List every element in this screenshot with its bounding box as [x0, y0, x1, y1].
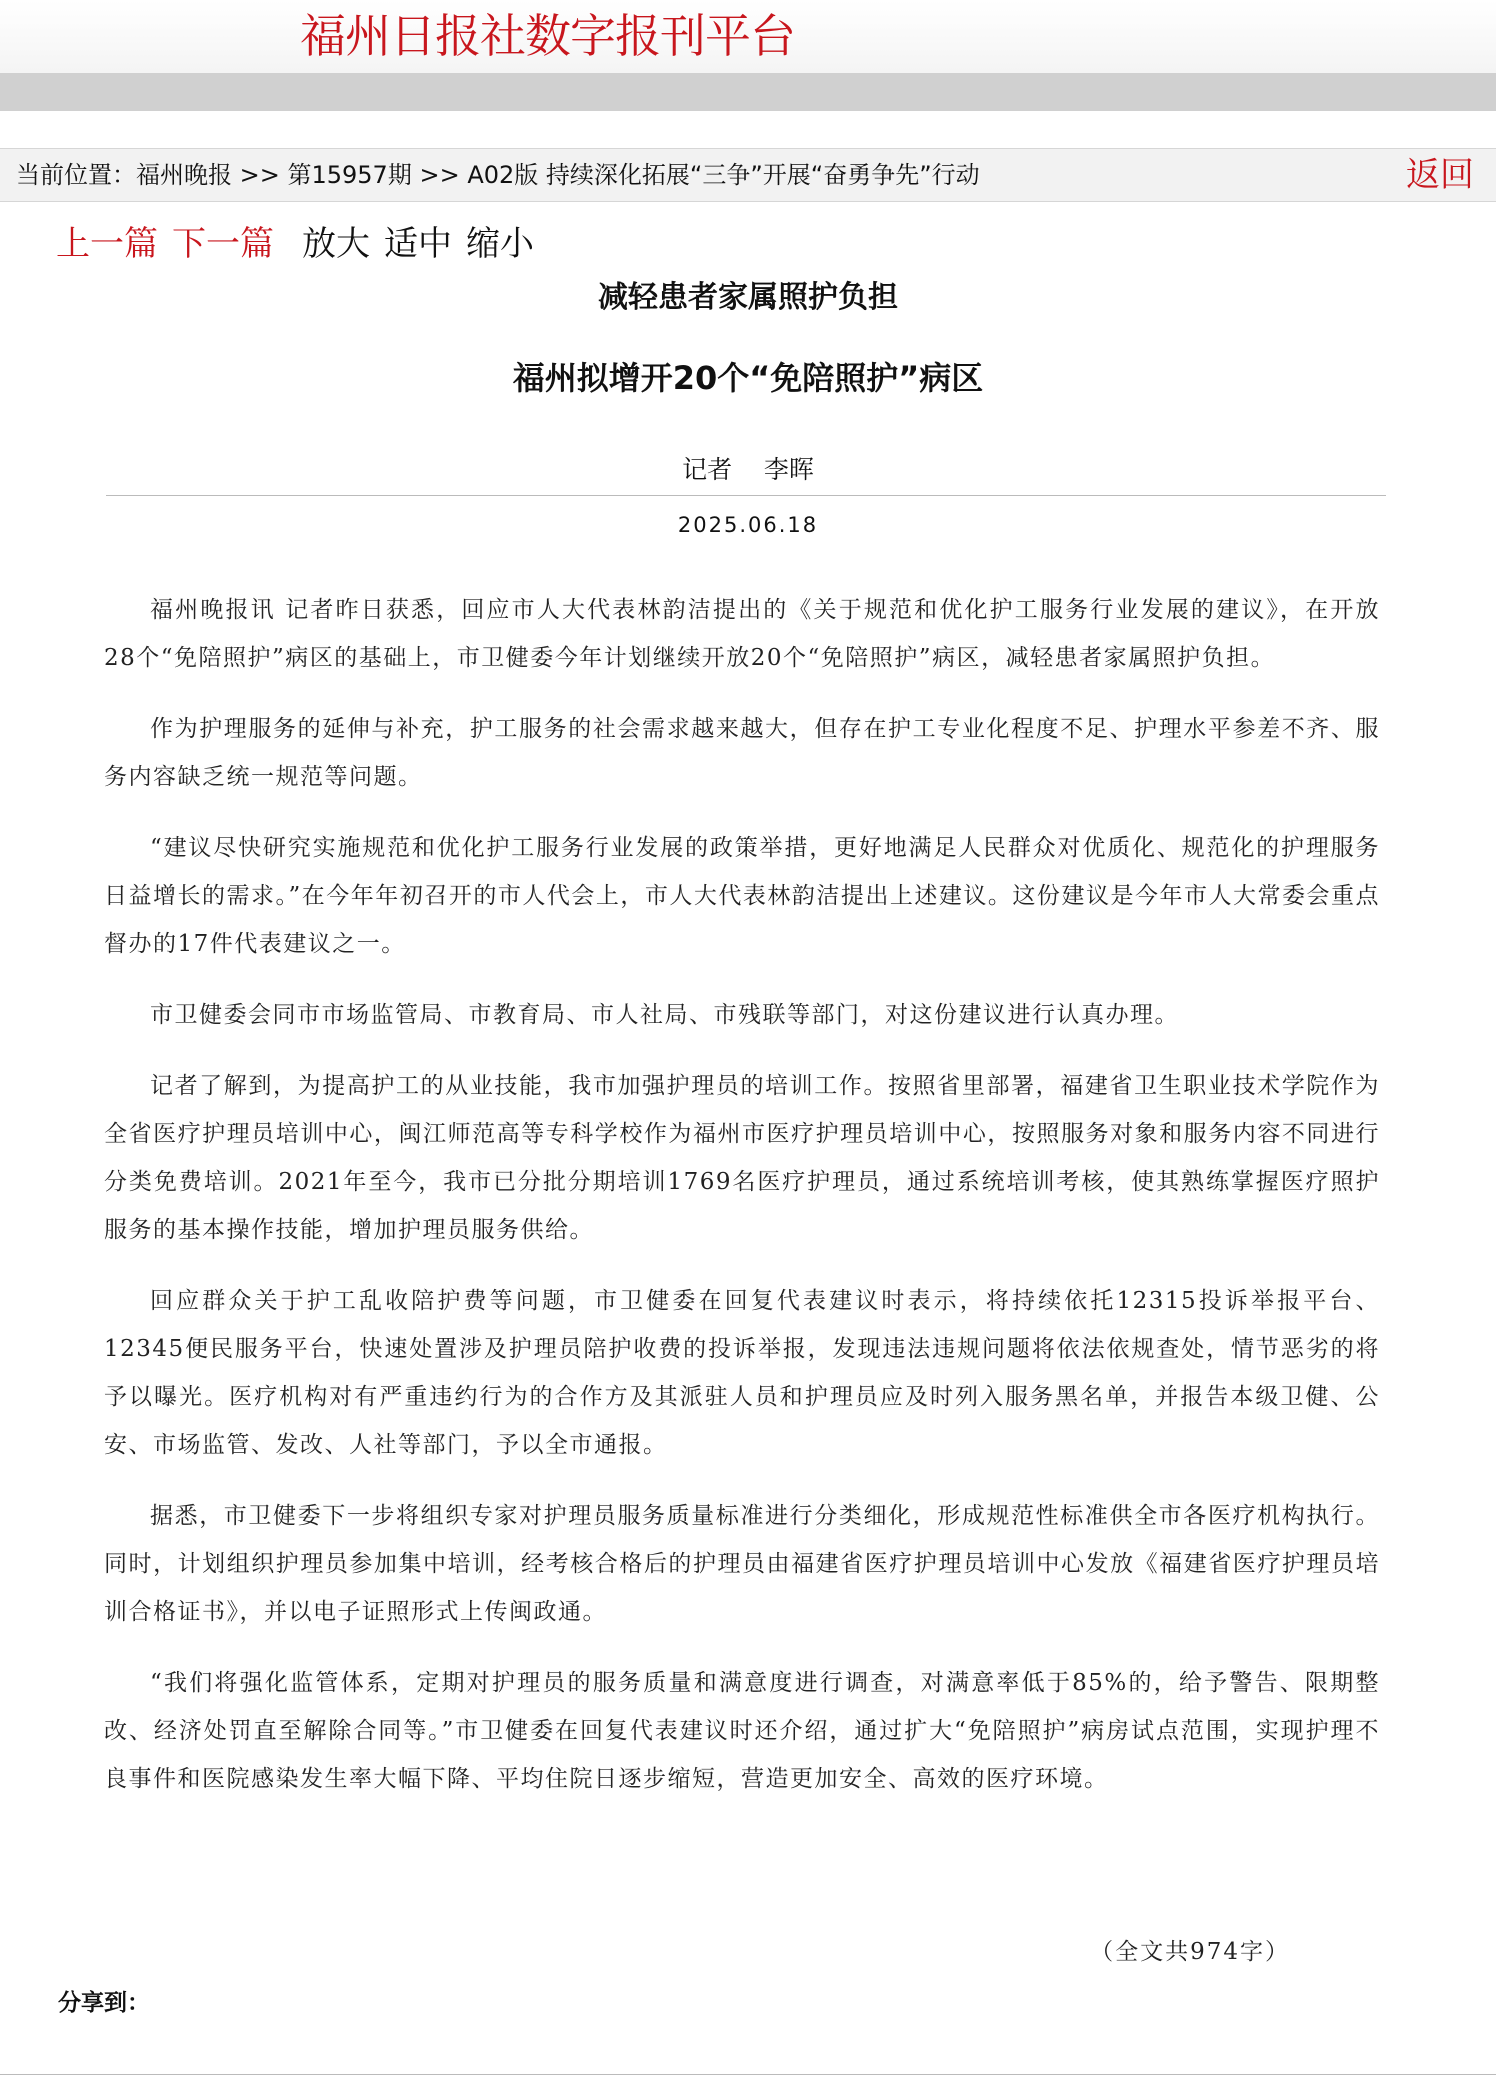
article-paragraph: 回应群众关于护工乱收陪护费等问题，市卫健委在回复代表建议时表示，将持续依托12315投诉举报平台、12345便民服务平台，快速处置涉及护理员陪护收费的投诉举报，发现违法违规问题将依法依规查处，情节恶劣的将予以曝光。医疗机构对有严重违约行为的合作方及其派驻人员和护理员应及时列入服务黑名单，并报告本级卫健、公安、市场监管、发改、人社等部门，予以全市通报。 — [104, 1288, 1380, 1458]
footer-divider — [0, 2074, 1496, 2075]
article-body — [104, 586, 1380, 1826]
breadcrumb-page-link[interactable]: A02版 持续深化拓展“三争”开展“奋勇争先”行动 — [467, 161, 980, 189]
share-label: 分享到： — [58, 1990, 150, 2016]
article-title: 福州拟增开20个“免陪照护”病区 — [512, 359, 984, 397]
site-title: 福州日报社数字报刊平台 — [300, 9, 795, 63]
article-toolbar — [56, 218, 548, 270]
article-paragraph: 作为护理服务的延伸与补充，护工服务的社会需求越来越大，但存在护工专业化程度不足、护理水平参差不齐、服务内容缺乏统一规范等问题。 — [104, 716, 1380, 790]
next-article-link[interactable]: 下一篇 — [172, 224, 274, 264]
article-paragraph: “建议尽快研究实施规范和优化护工服务行业发展的政策举措，更好地满足人民群众对优质化、规范化的护理服务日益增长的需求。”在今年年初召开的市人代会上，市人大代表林韵洁提出上述建议。这份建议是今年市人大常委会重点督办的17件代表建议之一。 — [104, 835, 1380, 957]
zoom-in-button[interactable]: 放大 — [302, 224, 370, 264]
breadcrumb-issue-link[interactable]: 第15957期 — [287, 161, 412, 189]
title-divider — [106, 495, 1386, 496]
word-count: （全文共974字） — [1090, 1939, 1290, 1965]
site-header — [0, 0, 1496, 73]
article-author: 记者 李晖 — [682, 455, 814, 484]
article-paragraph: 记者了解到，为提高护工的从业技能，我市加强护理员的培训工作。按照省里部署，福建省卫生职业技术学院作为全省医疗护理员培训中心，闽江师范高等专科学校作为福州市医疗护理员培训中心，按照服务对象和服务内容不同进行分类免费培训。2021年至今，我市已分批分期培训1769名医疗护理员，通过系统培训考核，使其熟练掌握医疗照护服务的基本操作技能，增加护理员服务供给。 — [104, 1073, 1380, 1243]
article-subtitle: 减轻患者家属照护负担 — [598, 280, 898, 315]
article-date: 2025.06.18 — [677, 513, 819, 537]
breadcrumb-label: 当前位置： — [16, 161, 136, 189]
header-band — [0, 73, 1496, 111]
prev-article-link[interactable]: 上一篇 — [56, 224, 158, 264]
back-link[interactable]: 返回 — [1406, 155, 1474, 195]
breadcrumb-paper-link[interactable]: 福州晚报 — [136, 161, 232, 189]
breadcrumb-bar — [0, 148, 1496, 202]
article-paragraph: “我们将强化监管体系，定期对护理员的服务质量和满意度进行调查，对满意率低于85%的，给予警告、限期整改、经济处罚直至解除合同等。”市卫健委在回复代表建议时还介绍，通过扩大“免陪照护”病房试点范围，实现护理不良事件和医院感染发生率大幅下降、平均住院日逐步缩短，营造更加安全、高效的医疗环境。 — [104, 1670, 1380, 1792]
breadcrumb — [16, 149, 980, 201]
breadcrumb-separator: >> — [232, 161, 288, 189]
article-paragraph: 市卫健委会同市市场监管局、市教育局、市人社局、市残联等部门，对这份建议进行认真办理。 — [150, 1002, 1179, 1028]
breadcrumb-separator: >> — [411, 161, 468, 189]
article-paragraph: 福州晚报讯 记者昨日获悉，回应市人大代表林韵洁提出的《关于规范和优化护工服务行业发展的建议》，在开放28个“免陪照护”病区的基础上，市卫健委今年计划继续开放20个“免陪照护”病区，减轻患者家属照护负担。 — [104, 597, 1380, 671]
zoom-reset-button[interactable]: 适中 — [384, 224, 452, 264]
zoom-out-button[interactable]: 缩小 — [466, 224, 534, 264]
article-paragraph: 据悉，市卫健委下一步将组织专家对护理员服务质量标准进行分类细化，形成规范性标准供全市各医疗机构执行。同时，计划组织护理员参加集中培训，经考核合格后的护理员由福建省医疗护理员培训中心发放《福建省医疗护理员培训合格证书》，并以电子证照形式上传闽政通。 — [104, 1503, 1380, 1625]
